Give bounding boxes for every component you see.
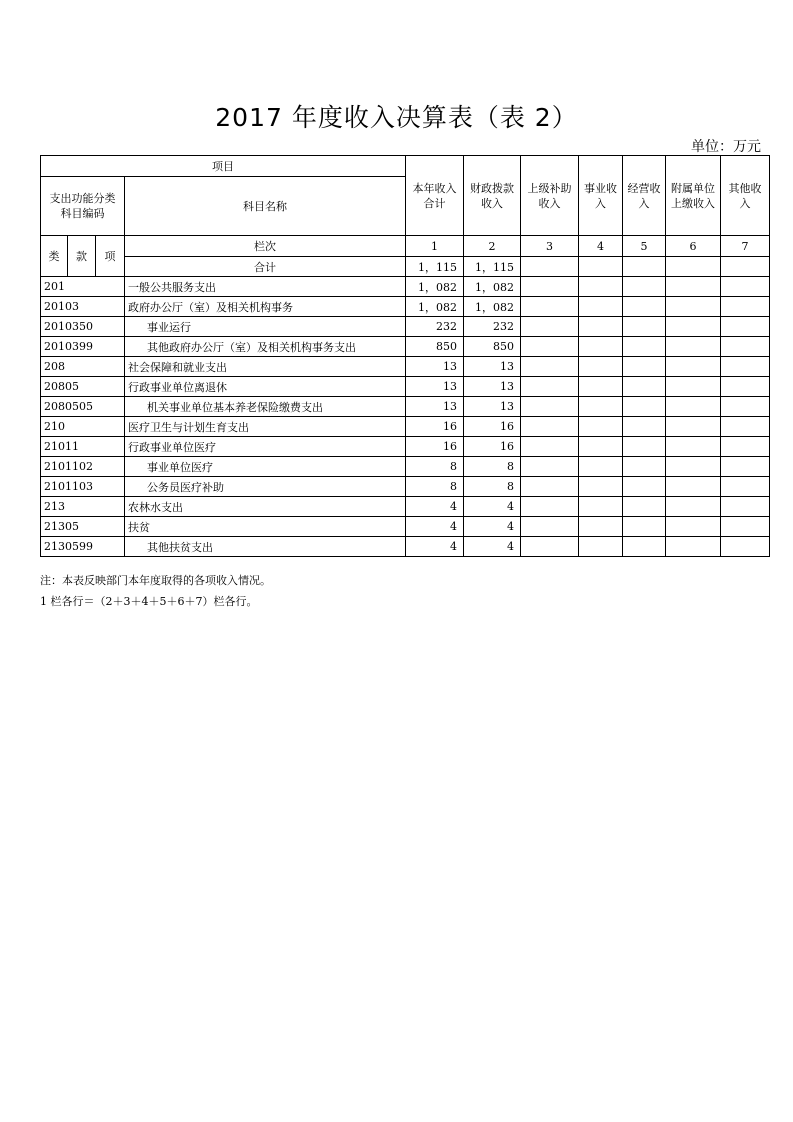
row-c1: 16 xyxy=(406,417,464,437)
row-c2: 4 xyxy=(464,537,521,557)
income-table xyxy=(40,155,770,557)
header-lanci: 栏次 xyxy=(125,236,406,257)
row-name: 事业单位医疗 xyxy=(125,457,406,477)
row-c2: 16 xyxy=(464,417,521,437)
table-row xyxy=(41,397,770,417)
row-c1: 13 xyxy=(406,357,464,377)
page-title: 2017 年度收入决算表（表 2） xyxy=(215,103,578,132)
row-c1: 4 xyxy=(406,497,464,517)
row-code: 213 xyxy=(41,497,125,517)
row-c1: 8 xyxy=(406,457,464,477)
row-name: 农林水支出 xyxy=(125,497,406,517)
table-row xyxy=(41,457,770,477)
notes xyxy=(40,570,271,612)
col-num: 3 xyxy=(521,236,579,257)
row-c1: 13 xyxy=(406,377,464,397)
row-code: 2130599 xyxy=(41,537,125,557)
table-row xyxy=(41,437,770,457)
col-num: 5 xyxy=(623,236,666,257)
row-c2: 850 xyxy=(464,337,521,357)
header-col-business: 事业收入 xyxy=(579,156,623,236)
note-line: 1 栏各行＝（2＋3＋4＋5＋6＋7）栏各行。 xyxy=(40,595,258,608)
row-name: 行政事业单位医疗 xyxy=(125,437,406,457)
table-row xyxy=(41,337,770,357)
col-num: 6 xyxy=(666,236,721,257)
row-name: 扶贫 xyxy=(125,517,406,537)
note-line: 注：本表反映部门本年度取得的各项收入情况。 xyxy=(40,574,271,587)
table-row xyxy=(41,277,770,297)
row-code: 210 xyxy=(41,417,125,437)
row-code: 2010350 xyxy=(41,317,125,337)
row-code: 2080505 xyxy=(41,397,125,417)
row-code: 201 xyxy=(41,277,125,297)
col-num: 4 xyxy=(579,236,623,257)
row-c2: 8 xyxy=(464,457,521,477)
col-num: 2 xyxy=(464,236,521,257)
table-row xyxy=(41,317,770,337)
row-c2: 4 xyxy=(464,517,521,537)
unit-label: 单位：万元 xyxy=(691,139,761,155)
row-c2: 1，082 xyxy=(464,297,521,317)
total-row xyxy=(41,257,770,277)
row-c2: 16 xyxy=(464,437,521,457)
header-code: 支出功能分类科目编码 xyxy=(41,177,125,236)
header-col-upper: 上级补助收入 xyxy=(521,156,579,236)
row-c1: 1，082 xyxy=(406,277,464,297)
header-kuan: 款 xyxy=(68,236,96,277)
row-c2: 232 xyxy=(464,317,521,337)
row-code: 21011 xyxy=(41,437,125,457)
row-c1: 16 xyxy=(406,437,464,457)
row-c1: 4 xyxy=(406,517,464,537)
row-c1: 232 xyxy=(406,317,464,337)
header-col-affiliated: 附属单位上缴收入 xyxy=(666,156,721,236)
row-code: 2101103 xyxy=(41,477,125,497)
table-row xyxy=(41,497,770,517)
row-name: 事业运行 xyxy=(125,317,406,337)
col-num: 7 xyxy=(721,236,770,257)
row-c1: 13 xyxy=(406,397,464,417)
row-name: 医疗卫生与计划生育支出 xyxy=(125,417,406,437)
row-c2: 13 xyxy=(464,357,521,377)
row-c2: 8 xyxy=(464,477,521,497)
row-c2: 4 xyxy=(464,497,521,517)
row-code: 20805 xyxy=(41,377,125,397)
row-code: 2010399 xyxy=(41,337,125,357)
header-col-total: 本年收入合计 xyxy=(406,156,464,236)
row-code: 2101102 xyxy=(41,457,125,477)
row-c1: 1，082 xyxy=(406,297,464,317)
row-c2: 13 xyxy=(464,397,521,417)
row-name: 其他扶贫支出 xyxy=(125,537,406,557)
table-row xyxy=(41,537,770,557)
table-row xyxy=(41,297,770,317)
row-name: 公务员医疗补助 xyxy=(125,477,406,497)
total-label: 合计 xyxy=(125,257,406,277)
row-code: 21305 xyxy=(41,517,125,537)
table-row xyxy=(41,417,770,437)
header-lei: 类 xyxy=(41,236,68,277)
row-name: 行政事业单位离退休 xyxy=(125,377,406,397)
header-col-other: 其他收入 xyxy=(721,156,770,236)
header-item: 项目 xyxy=(41,156,406,177)
row-c1: 850 xyxy=(406,337,464,357)
header-xiang: 项 xyxy=(96,236,125,277)
header-subject-name: 科目名称 xyxy=(125,177,406,236)
header-col-fiscal: 财政拨款收入 xyxy=(464,156,521,236)
row-name: 社会保障和就业支出 xyxy=(125,357,406,377)
table-row xyxy=(41,357,770,377)
total-c1: 1，115 xyxy=(406,257,464,277)
row-c1: 8 xyxy=(406,477,464,497)
table-row xyxy=(41,517,770,537)
total-c2: 1，115 xyxy=(464,257,521,277)
row-name: 机关事业单位基本养老保险缴费支出 xyxy=(125,397,406,417)
row-name: 其他政府办公厅（室）及相关机构事务支出 xyxy=(125,337,406,357)
row-c2: 1，082 xyxy=(464,277,521,297)
row-code: 208 xyxy=(41,357,125,377)
row-code: 20103 xyxy=(41,297,125,317)
table-row xyxy=(41,477,770,497)
row-name: 一般公共服务支出 xyxy=(125,277,406,297)
row-name: 政府办公厅（室）及相关机构事务 xyxy=(125,297,406,317)
col-num: 1 xyxy=(406,236,464,257)
row-c1: 4 xyxy=(406,537,464,557)
row-c2: 13 xyxy=(464,377,521,397)
table-row xyxy=(41,377,770,397)
header-col-operating: 经营收入 xyxy=(623,156,666,236)
